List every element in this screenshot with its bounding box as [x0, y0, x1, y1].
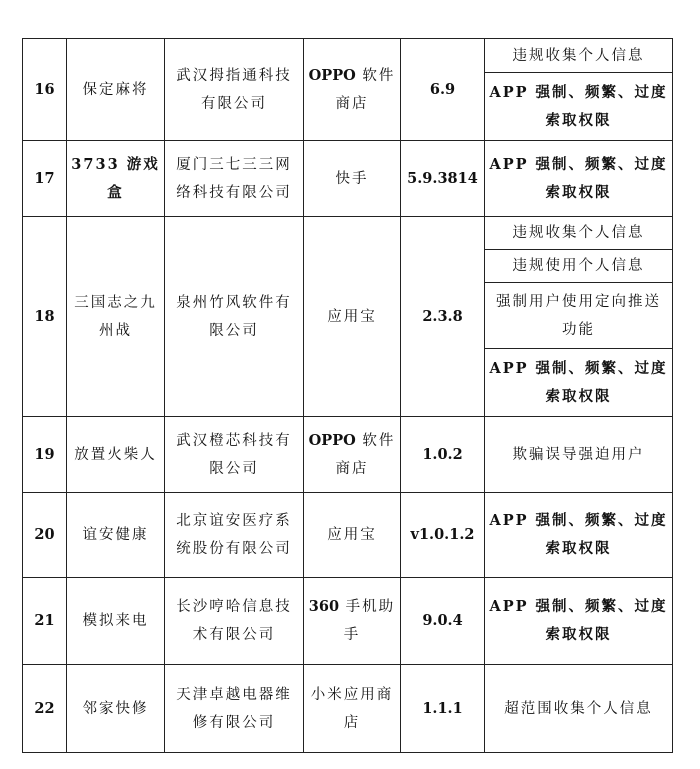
- company-name: 厦门三七三三网络科技有限公司: [165, 141, 304, 217]
- row-number: 18: [23, 217, 67, 417]
- app-store: [304, 578, 401, 665]
- app-store-brand: 360: [308, 598, 340, 615]
- app-version: 1.0.2: [401, 417, 485, 493]
- table-row: [23, 39, 673, 73]
- table-row: [23, 578, 673, 665]
- app-name: 放置火柴人: [67, 417, 165, 493]
- app-store: [304, 39, 401, 141]
- app-store-suffix: 软件商店: [335, 432, 396, 477]
- app-version: 1.1.1: [401, 665, 485, 753]
- issue-cell: 违规收集个人信息: [485, 217, 673, 250]
- issue-cell: 欺骗误导强迫用户: [485, 417, 673, 493]
- app-name: 谊安健康: [67, 493, 165, 578]
- company-name: 北京谊安医疗系统股份有限公司: [165, 493, 304, 578]
- app-name: 模拟来电: [67, 578, 165, 665]
- row-number: 22: [23, 665, 67, 753]
- row-number: 19: [23, 417, 67, 493]
- company-name: 泉州竹风软件有限公司: [165, 217, 304, 417]
- app-store: 应用宝: [304, 217, 401, 417]
- issue-cell: 强制用户使用定向推送功能: [485, 283, 673, 349]
- row-number: 17: [23, 141, 67, 217]
- app-name: 3733 游戏盒: [67, 141, 165, 217]
- issue-cell: 超范围收集个人信息: [485, 665, 673, 753]
- app-violation-table: [22, 38, 673, 753]
- app-store: 小米应用商店: [304, 665, 401, 753]
- app-version: 2.3.8: [401, 217, 485, 417]
- app-version: 9.0.4: [401, 578, 485, 665]
- issue-cell: 违规收集个人信息: [485, 39, 673, 73]
- issue-cell: APP 强制、频繁、过度索取权限: [485, 349, 673, 417]
- company-name: 武汉拇指通科技有限公司: [165, 39, 304, 141]
- table-row: [23, 417, 673, 493]
- app-version: 6.9: [401, 39, 485, 141]
- table-row: [23, 217, 673, 250]
- issue-cell: APP 强制、频繁、过度索取权限: [485, 141, 673, 217]
- app-store: [304, 417, 401, 493]
- company-name: 长沙哼哈信息技术有限公司: [165, 578, 304, 665]
- row-number: 20: [23, 493, 67, 578]
- app-version: v1.0.1.2: [401, 493, 485, 578]
- app-store: 应用宝: [304, 493, 401, 578]
- issue-cell: APP 强制、频繁、过度索取权限: [485, 493, 673, 578]
- app-store-suffix: 软件商店: [335, 67, 396, 112]
- issue-cell: APP 强制、频繁、过度索取权限: [485, 73, 673, 141]
- row-number: 16: [23, 39, 67, 141]
- issue-cell: 违规使用个人信息: [485, 250, 673, 283]
- app-store-brand: OPPO: [308, 66, 356, 84]
- company-name: 天津卓越电器维修有限公司: [165, 665, 304, 753]
- table-row: [23, 141, 673, 217]
- company-name: 武汉橙芯科技有限公司: [165, 417, 304, 493]
- app-store-suffix: 手机助手: [339, 599, 396, 643]
- table-row: [23, 665, 673, 753]
- app-store-brand: OPPO: [308, 431, 356, 449]
- row-number: 21: [23, 578, 67, 665]
- app-name: 三国志之九州战: [67, 217, 165, 417]
- app-version: 5.9.3814: [401, 141, 485, 217]
- table-row: [23, 493, 673, 578]
- app-name: 保定麻将: [67, 39, 165, 141]
- issue-cell: APP 强制、频繁、过度索取权限: [485, 578, 673, 665]
- app-name: 邻家快修: [67, 665, 165, 753]
- app-store: 快手: [304, 141, 401, 217]
